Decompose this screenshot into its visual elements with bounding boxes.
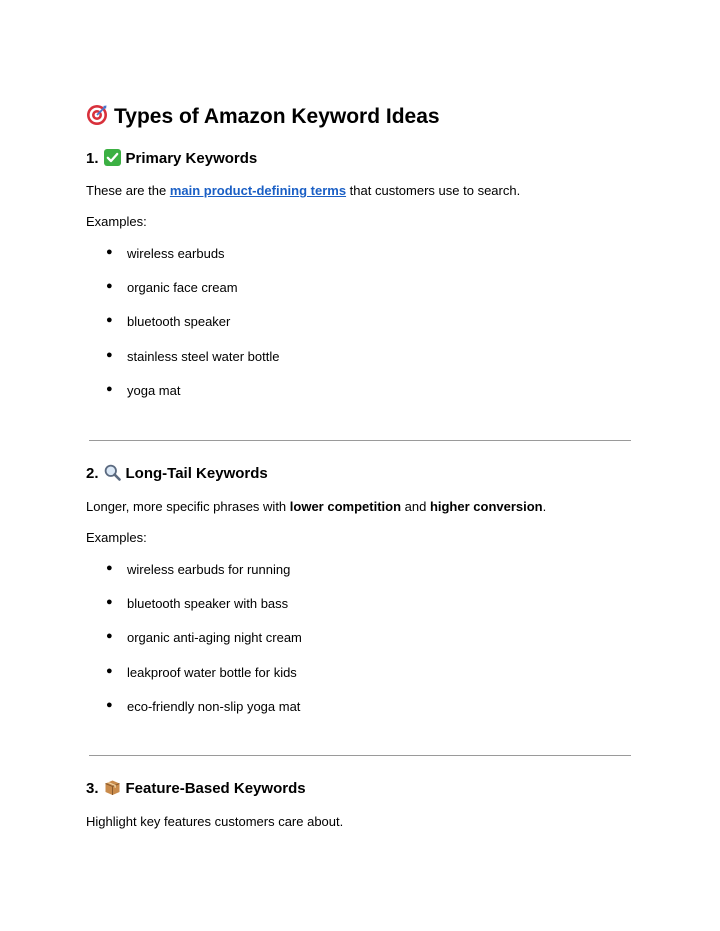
section-heading-text: Long-Tail Keywords (125, 465, 268, 482)
page-title-text: Types of Amazon Keyword Ideas (114, 105, 440, 128)
main-terms-link[interactable]: main product-defining terms (169, 183, 347, 198)
section-heading-text: Primary Keywords (125, 150, 258, 167)
section-heading-primary (86, 149, 257, 170)
target-icon (86, 104, 108, 132)
section-heading-longtail (86, 464, 268, 485)
checkmark-icon (104, 149, 121, 170)
section-heading-text: Feature-Based Keywords (125, 780, 306, 797)
section-description: Highlight key features customers care about. (86, 814, 344, 829)
package-icon (104, 779, 121, 800)
examples-label: Examples: (86, 530, 147, 545)
section-number: 2. (86, 465, 99, 482)
section-description: Longer, more specific phrases with lower competition and higher conversion. (86, 499, 547, 514)
section-number: 1. (86, 150, 99, 167)
examples-label: Examples: (86, 214, 147, 229)
section-divider (89, 755, 631, 756)
section-number: 3. (86, 780, 99, 797)
section-heading-feature (86, 779, 306, 800)
page-title (86, 104, 440, 132)
magnifier-icon (104, 464, 121, 485)
section-divider (89, 440, 631, 441)
section-description: These are the main product-defining terms that customers use to search. (86, 183, 521, 198)
